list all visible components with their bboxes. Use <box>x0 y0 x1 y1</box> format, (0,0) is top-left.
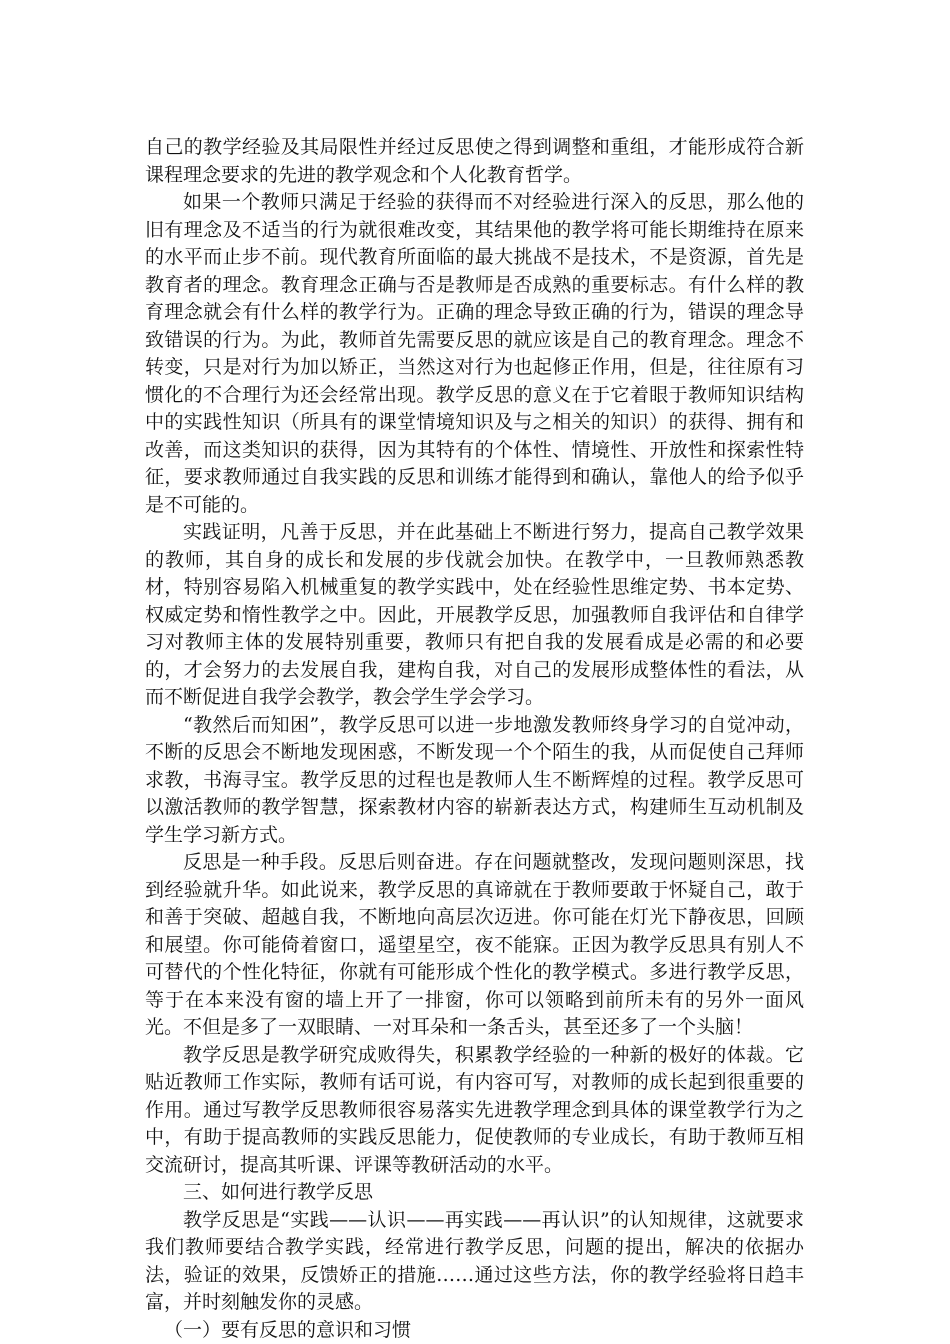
paragraph-teach-then-know: “教然后而知困”，教学反思可以进一步地激发教师终身学习的自觉冲动，不断的反思会不断地发现困惑，不断发现一个个陌生的我，从而促使自己拜师求教，书海寻宝。教学反思的过程也是教师人生不断辉煌的过程。教学反思可以激活教师的教学智慧，探索教材内容的崭新表达方式，构建师生互动机制及学生学习新方式。 <box>145 713 804 846</box>
paragraph-reflection-means: 反思是一种手段。反思后则奋进。存在问题就整改，发现问题则深思，找到经验就升华。如此说来，教学反思的真谛就在于教师要敢于怀疑自己，敢于和善于突破、超越自我，不断地向高层次迈进。你可能在灯光下静夜思，回顾和展望。你可能倚着窗口，遥望星空，夜不能寐。正因为教学反思具有别人不可替代的个性化特征，你就有可能形成个性化的教学模式。多进行教学反思，等于在本来没有窗的墙上开了一排窗，你可以领略到前所未有的另外一面风光。不但是多了一双眼睛、一对耳朵和一条舌头，甚至还多了一个头脑！ <box>145 851 804 1038</box>
paragraph-practice-proves: 实践证明，凡善于反思，并在此基础上不断进行努力，提高自己教学效果的教师，其自身的成长和发展的步伐就会加快。在教学中，一旦教师熟悉教材，特别容易陷入机械重复的教学实践中，处在经验性思维定势、书本定势、权威定势和惰性教学之中。因此，开展教学反思，加强教师自我评估和自律学习对教师主体的发展特别重要，教师只有把自我的发展看成是必需的和必要的，才会努力的去发展自我，建构自我，对自己的发展形成整体性的看法，从而不断促进自我学会教学，教会学生学会学习。 <box>145 521 804 708</box>
paragraph-experience-reflection: 如果一个教师只满足于经验的获得而不对经验进行深入的反思，那么他的旧有理念及不适当的行为就很难改变，其结果他的教学将可能长期维持在原来的水平而止步不前。现代教育所面临的最大挑战不是技术，不是资源，首先是教育者的理念。教育理念正确与否是教师是否成熟的重要标志。有什么样的教育理念就会有什么样的教学行为。正确的理念导致正确的行为，错误的理念导致错误的行为。为此，教师首先需要反思的就应该是自己的教育理念。理念不转变，只是对行为加以矫正，当然这对行为也起修正作用，但是，往往原有习惯化的不合理行为还会经常出现。教学反思的意义在于它着眼于教师知识结构中的实践性知识（所具有的课堂情境知识及与之相关的知识）的获得、拥有和改善，而这类知识的获得，因为其特有的个体性、情境性、开放性和探索性特征，要求教师通过自我实践的反思和训练才能得到和确认，靠他人的给予似乎是不可能的。 <box>145 191 804 516</box>
paragraph-reflection-genre: 教学反思是教学研究成败得失，积累教学经验的一种新的极好的体裁。它贴近教师工作实际，教师有话可说，有内容可写，对教师的成长起到很重要的作用。通过写教学反思教师很容易落实先进教学理念到具体的课堂教学行为之中，有助于提高教师的实践反思能力，促使教师的专业成长，有助于教师互相交流研讨，提高其听课、评课等教研活动的水平。 <box>145 1043 804 1176</box>
section-heading: 三、如何进行教学反思 <box>183 1181 374 1203</box>
subsection-heading: （一）要有反思的意识和习惯 <box>164 1318 412 1341</box>
continued-paragraph: 自己的教学经验及其局限性并经过反思使之得到调整和重组，才能形成符合新课程理念要求的先进的教学观念和个人化教育哲学。 <box>145 136 804 186</box>
paragraph-section-intro: 教学反思是“实践——认识——再实践——再认识”的认知规律，这就要求我们教师要结合教学实践，经常进行教学反思，问题的提出，解决的依据办法，验证的效果，反馈娇正的措施……通过这些方法，你的教学经验将日趋丰富，并时刻触发你的灵感。 <box>145 1208 804 1313</box>
